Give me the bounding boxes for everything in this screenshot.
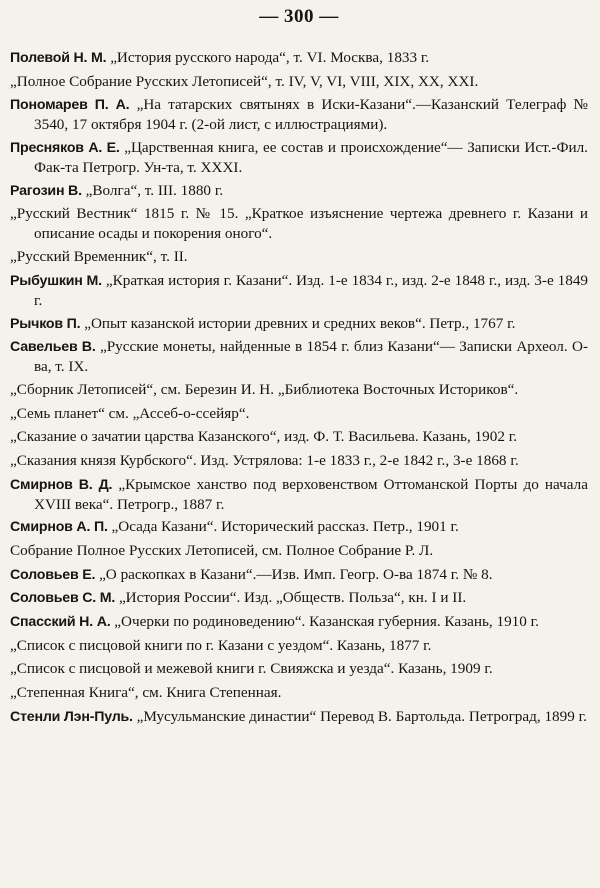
bibliography-entry: [10, 683, 588, 703]
entry-author: Полевой Н. М.: [10, 50, 107, 66]
entry-text: „Семь планет“ см. „Ассеб-о-ссейяр“.: [10, 404, 250, 422]
page-number: — 300 —: [259, 6, 339, 27]
entry-text: „Русский Вестник“ 1815 г. № 15. „Краткое изъяснение чертежа древнего г. Казани и описание осады и покорения оного“.: [10, 205, 588, 243]
entry-text: „На татарских святынях в Иски-Казани“.—Казанский Телеграф № 3540, 17 октября 1904 г. (2-ой лист, с иллюстрациями).: [34, 96, 588, 134]
bibliography-entry: [10, 48, 588, 68]
bibliography-entry: [10, 247, 588, 267]
entry-text: „Степенная Книга“, см. Книга Степенная.: [10, 684, 282, 702]
bibliography-entry: [10, 427, 588, 447]
bibliography-entry: [10, 565, 588, 585]
entry-text: „Крымское ханство под верховенством Оттоманской Порты до начала XVIII века“. Петрогр., 1887 г.: [34, 475, 588, 513]
bibliography-entry: [10, 588, 588, 608]
entry-author: Спасский Н. А.: [10, 614, 111, 631]
entry-text: „Опыт казанской истории древних и средних веков“. Петр., 1767 г.: [80, 314, 516, 332]
entry-text: „Очерки по родиноведению“. Казанская губерния. Казань, 1910 г.: [110, 613, 539, 631]
entry-author: Соловьев Е.: [10, 566, 96, 583]
entry-text: „История России“. Изд. „Обществ. Польза“, кн. I и II.: [115, 589, 467, 607]
entry-text: „О раскопках в Казани“.—Изв. Имп. Геогр. О-ва 1874 г. № 8.: [95, 565, 493, 583]
bibliography-entry: [10, 181, 588, 201]
entry-author: Смирнов А. П.: [10, 519, 108, 536]
bibliography-entry: [10, 636, 588, 656]
entry-text: „Полное Собрание Русских Летописей“, т. IV, V, VI, VIII, XIX, XX, XXI.: [10, 72, 479, 90]
entry-author: Стенли Лэн-Пуль.: [10, 708, 133, 725]
entry-author: Пономарев П. А.: [10, 97, 130, 114]
entry-author: Смирнов В. Д.: [10, 476, 113, 493]
entry-text: „Сказание о зачатии царства Казанского“, изд. Ф. Т. Васильева. Казань, 1902 г.: [10, 428, 518, 446]
entry-text: „Список с писцовой книги по г. Казани с уездом“. Казань, 1877 г.: [10, 636, 432, 654]
entry-text: „История русского народа“, т. VI. Москва, 1833 г.: [106, 49, 430, 66]
bibliography-entry: [10, 314, 588, 334]
bibliography-list: [10, 48, 588, 727]
entry-text: „Русский Временник“, т. II.: [10, 248, 188, 266]
bibliography-entry: [10, 659, 588, 679]
entry-author: Рыбушкин М.: [10, 272, 102, 289]
entry-author: Савельев В.: [10, 339, 96, 356]
bibliography-entry: [10, 95, 588, 134]
entry-text: „Сказания князя Курбского“. Изд. Устрялова: 1-е 1833 г., 2-е 1842 г., 3-е 1868 г.: [10, 451, 519, 469]
bibliography-entry: [10, 72, 588, 92]
bibliography-entry: [10, 451, 588, 471]
bibliography-entry: [10, 475, 588, 514]
bibliography-entry: [10, 707, 588, 727]
entry-author: Рычков П.: [10, 315, 81, 332]
bibliography-entry: [10, 271, 588, 310]
entry-text: „Русские монеты, найденные в 1854 г. близ Казани“— Записки Археол. О-ва, т. IX.: [34, 338, 589, 376]
entry-text: „Мусульманские династии“ Перевод В. Бартольда. Петроград, 1899 г.: [132, 707, 587, 725]
entry-text: Собрание Полное Русских Летописей, см. Полное Собрание Р. Л.: [10, 542, 434, 559]
entry-author: Рагозин В.: [10, 182, 82, 199]
entry-author: Пресняков А. Е.: [10, 140, 120, 157]
bibliography-entry: [10, 204, 588, 243]
bibliography-entry: [10, 380, 588, 400]
entry-text: „Осада Казани“. Исторический рассказ. Петр., 1901 г.: [107, 518, 459, 536]
bibliography-entry: [10, 541, 588, 561]
entry-text: „Краткая история г. Казани“. Изд. 1-е 1834 г., изд. 2-е 1848 г., изд. 3-е 1849 г.: [34, 271, 589, 309]
bibliography-entry: [10, 404, 588, 424]
entry-text: „Сборник Летописей“, см. Березин И. Н. „Библиотека Восточных Историков“.: [10, 380, 519, 398]
entry-author: Соловьев С. М.: [10, 590, 116, 607]
entry-text: „Волга“, т. III. 1880 г.: [81, 181, 224, 199]
bibliography-entry: [10, 337, 588, 376]
entry-text: „Список с писцовой и межевой книги г. Свияжска и уезда“. Казань, 1909 г.: [10, 660, 493, 678]
bibliography-entry: [10, 138, 588, 177]
bibliography-entry: [10, 612, 588, 632]
bibliography-entry: [10, 517, 588, 537]
entry-text: „Царственная книга, ее состав и происхождение“— Записки Ист.-Фил. Фак-та Петрогр. Ун-та, т. XXXI.: [34, 139, 588, 177]
